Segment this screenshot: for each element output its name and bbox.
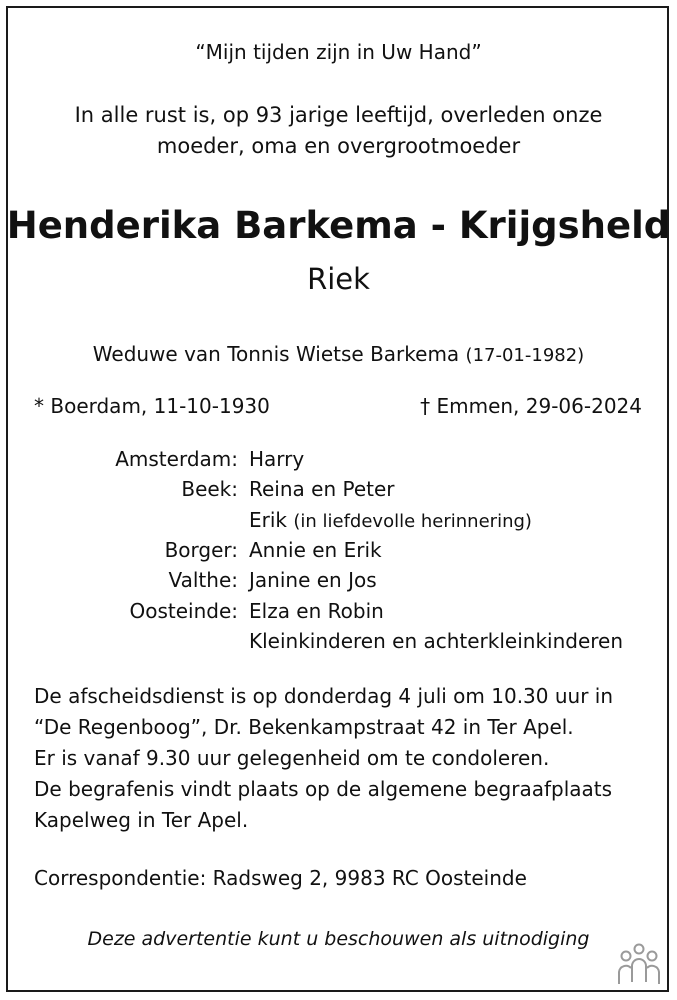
family-members xyxy=(249,477,395,501)
family-members xyxy=(249,508,532,532)
family-place: Oosteinde: xyxy=(129,599,238,623)
family-members-text: Elza en Robin xyxy=(249,599,384,623)
family-members-text: Erik xyxy=(249,508,287,532)
family-row xyxy=(0,629,677,659)
family-row xyxy=(0,568,677,598)
verse-quote: “Mijn tijden zijn in Uw Hand” xyxy=(195,40,482,64)
correspondence-address: Correspondentie: Radsweg 2, 9983 RC Oosteinde xyxy=(34,866,527,890)
intro-line-1: In alle rust is, op 93 jarige leeftijd, overleden onze xyxy=(74,103,603,127)
family-members-text: Harry xyxy=(249,447,305,471)
birth-info: * Boerdam, 11-10-1930 xyxy=(34,394,270,418)
family-members xyxy=(249,568,377,592)
intro-line-2: moeder, oma en overgrootmoeder xyxy=(156,134,521,158)
family-members-text: Kleinkinderen en achterkleinkinderen xyxy=(249,629,624,653)
service-line: “De Regenboog”, Dr. Bekenkampstraat 42 in Ter Apel. xyxy=(34,715,574,739)
widow-date: (17-01-1982) xyxy=(465,345,585,366)
people-group-icon xyxy=(616,942,662,986)
family-members xyxy=(249,447,304,471)
family-place: Borger: xyxy=(164,538,238,562)
family-row xyxy=(0,477,677,507)
deceased-name: Henderika Barkema - Krijgsheld xyxy=(6,204,671,247)
widow-line xyxy=(0,342,677,366)
family-place: Valthe: xyxy=(168,568,238,592)
widow-text: Weduwe van Tonnis Wietse Barkema xyxy=(92,342,460,366)
service-line: Kapelweg in Ter Apel. xyxy=(34,808,249,832)
family-members xyxy=(249,629,623,653)
family-members xyxy=(249,538,382,562)
family-row xyxy=(0,599,677,629)
intro-text xyxy=(0,100,677,162)
service-line: Er is vanaf 9.30 uur gelegenheid om te condoleren. xyxy=(34,746,550,770)
death-info: † Emmen, 29-06-2024 xyxy=(420,394,642,418)
service-line: De afscheidsdienst is op donderdag 4 juli om 10.30 uur in xyxy=(34,684,614,708)
family-place: Beek: xyxy=(181,477,238,501)
family-members-text: Reina en Peter xyxy=(249,477,395,501)
service-line: De begrafenis vindt plaats op de algemene begraafplaats xyxy=(34,777,613,801)
family-row xyxy=(0,538,677,568)
family-row xyxy=(0,508,677,538)
family-place: Amsterdam: xyxy=(115,447,238,471)
family-members-text: Annie en Erik xyxy=(249,538,382,562)
deceased-nickname: Riek xyxy=(307,262,370,296)
family-row xyxy=(0,447,677,477)
family-members xyxy=(249,599,384,623)
invitation-note: Deze advertentie kunt u beschouwen als uitnodiging xyxy=(87,928,590,950)
family-note: (in liefdevolle herinnering) xyxy=(293,511,532,532)
family-members-text: Janine en Jos xyxy=(249,568,377,592)
service-info xyxy=(34,681,613,836)
